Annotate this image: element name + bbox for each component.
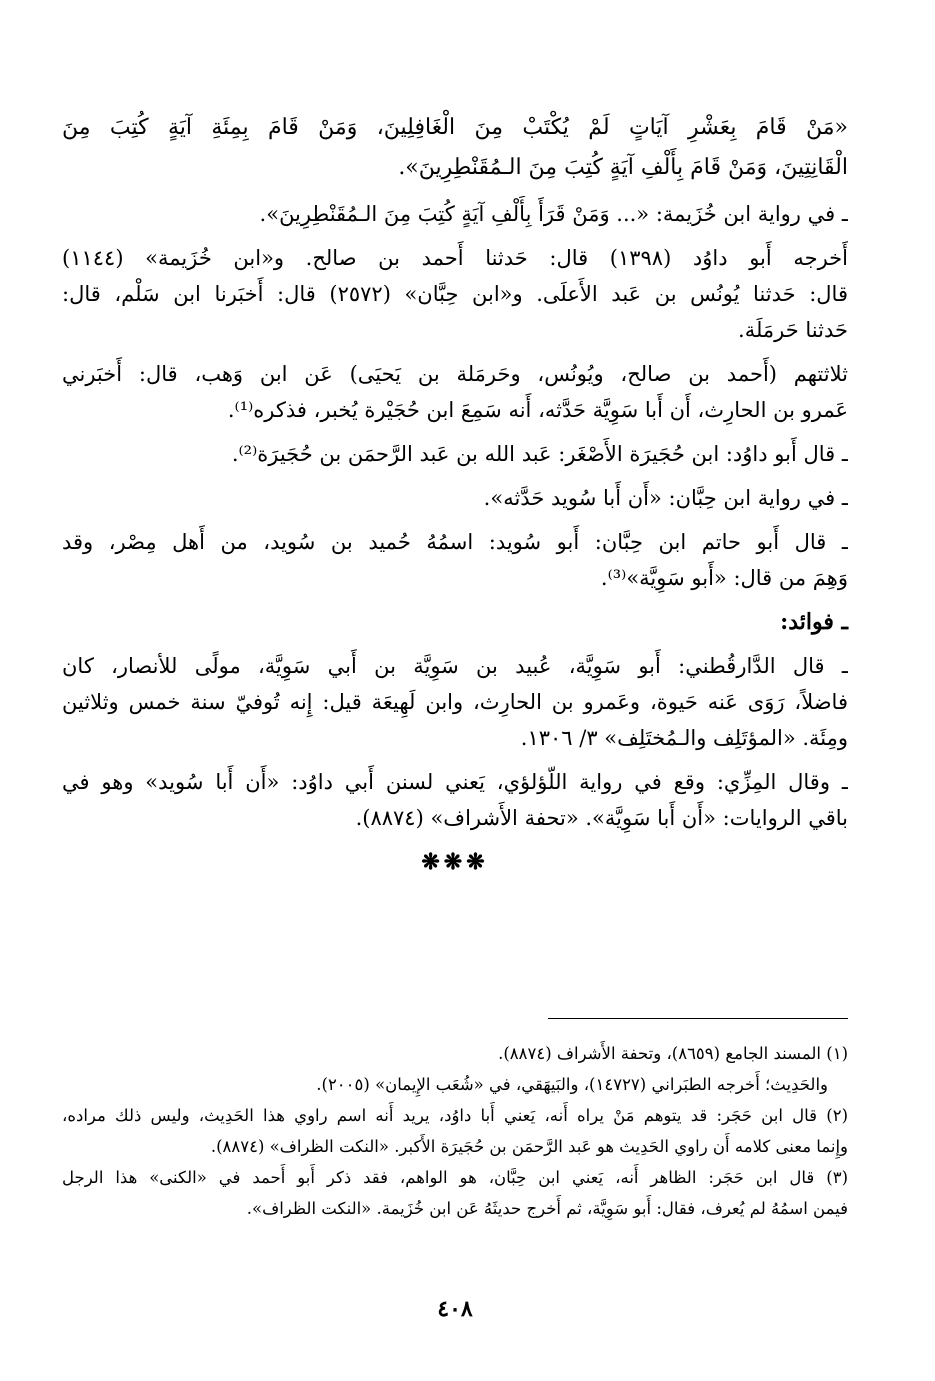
- ibn-hibban-variant-line: ـ في رواية ابن حِبَّان: «أَن أَبا سُويد حَدَّثه».: [483, 486, 848, 510]
- mizzi-paragraph: [62, 764, 848, 836]
- takhrij-paragraph: [62, 240, 848, 348]
- daraqutni-paragraph: [62, 648, 848, 756]
- abu-hatim-line-1: ـ قال أَبو حاتم ابن حِبَّان: أَبو سُويد: اسمُهُ حُميد بن سُويد، من أَهل مِصْر، وقد: [62, 530, 848, 554]
- daraqutni-line-3: ومِئَة. «المؤتَلِف والـمُختَلِف» ٣/ ١٣٠٦.: [520, 726, 848, 750]
- khuzayma-variant: [62, 196, 848, 232]
- footnote-3-line-1: (٣) قال ابن حَجَر: الظاهر أَنه، يَعني ابن حِبَّان، هو الواهم، فقد ذكر أَبو أَحمد في «الكنى» هذا الرجل: [62, 1168, 848, 1187]
- abu-dawud-note: [62, 436, 848, 472]
- quote-line-2: الْقَانِتِينَ، وَمَنْ قَامَ بِأَلْفِ آيَةٍ كُتِبَ مِنَ الـمُقَنْطِرِينَ».: [398, 155, 848, 180]
- footnote-divider: [548, 1018, 848, 1019]
- footnote-1-line-1: (١) المسند الجامع (٨٦٥٩)، وتحفة الأَشراف (٨٨٧٤).: [498, 1044, 848, 1063]
- ibn-hibban-variant: [62, 480, 848, 516]
- abu-hatim-paragraph: [62, 524, 848, 596]
- thalathatuhum-line-2: عَمرو بن الحارِث، أَن أَبا سَوِيَّة حَدَّثه، أَنه سَمِعَ ابن حُجَيْرة يُخبر، فذكره⁽¹⁾.: [227, 398, 848, 422]
- abu-dawud-note-line: ـ قال أَبو داوُد: ابن حُجَيرَة الأَصْغَر: عَبد الله بن عَبد الرَّحمَن بن حُجَيرَة⁽²⁾.: [231, 442, 848, 466]
- takhrij-line-1: أَخرجه أَبو داوُد (١٣٩٨) قال: حَدثنا أَحمد بن صالح. و«ابن خُزَيمة» (١١٤٤): [62, 246, 848, 270]
- takhrij-line-2: قال: حَدثنا يُونُس بن عَبد الأَعلَى. و«ابن حِبَّان» (٢٥٧٢) قال: أَخبَرنا ابن سَلْم، قال:: [62, 282, 848, 306]
- footnote-3-line-2: فيمن اسمُهُ لم يُعرف، فقال: أَبو سَوِيَّة، ثم أَخرج حديثَهُ عَن ابن خُزَيمة. «النكت الظراف».: [246, 1199, 848, 1218]
- quote-line-1: «مَنْ قَامَ بِعَشْرِ آيَاتٍ لَمْ يُكْتَبْ مِنَ الْغَافِلِينَ، وَمَنْ قَامَ بِمِئَةِ آيَةٍ كُتِبَ مِنَ: [62, 115, 848, 140]
- footnote-2-line-1: (٢) قال ابن حَجَر: قد يتوهم مَنْ يراه أَنه، يَعني أَبا داوُد، يريد أَنه اسم راوي هذا الحَدِيث، وليس ذلك مراده،: [62, 1106, 848, 1125]
- daraqutni-line-1: ـ قال الدَّارقُطني: أَبو سَوِيَّة، عُبيد بن سَوِيَّة بن أَبي سَوِيَّة، مولًى للأنصار، كان: [62, 654, 848, 678]
- takhrij-line-3: حَدثنا حَرمَلَة.: [738, 318, 848, 342]
- thalathatuhum-paragraph: [62, 356, 848, 428]
- mizzi-line-1: ـ وقال المِزِّي: وقع في رواية اللّؤلؤي، يَعني لسنن أَبي داوُد: «أَن أَبا سُويد» وهو في: [62, 770, 848, 794]
- khuzayma-variant-line: ـ في رواية ابن خُزَيمة: «... وَمَنْ قَرَأَ بِأَلْفِ آيَةٍ كُتِبَ مِنَ الـمُقَنْطِرِينَ».: [259, 202, 848, 226]
- footnote-2-line-2: وإِنما معنى كلامه أَن راوي الحَدِيث هو عَبد الرَّحمَن بن حُجَيرَة الأَكبر. «النكت الظراف» (٨٨٧٤).: [210, 1137, 848, 1156]
- section-separator: ❋❋❋: [421, 849, 489, 875]
- daraqutni-line-2: فاضلاً، رَوَى عَنه حَيوة، وعَمرو بن الحارِث، وابن لَهِيعَة قيل: إِنه تُوفيّ سنة خمس وثلاثين: [62, 690, 848, 714]
- book-page: [62, 108, 848, 1338]
- mizzi-line-2: باقي الروايات: «أَن أَبا سَوِيَّة». «تحفة الأَشراف» (٨٨٧٤).: [355, 806, 848, 830]
- fawaid-heading: ـ فوائد:: [780, 609, 848, 635]
- hadith-quote: [62, 108, 848, 188]
- footnote-1-line-2: والحَدِيث؛ أَخرجه الطبَراني (١٤٧٢٧)، والبَيهَقي، في «شُعَب الإِيمان» (٢٠٠٥).: [316, 1075, 828, 1094]
- abu-hatim-line-2: وَهِمَ من قال: «أَبو سَوِيَّة»⁽³⁾.: [600, 566, 848, 590]
- page-number: ٤٠٨: [437, 1296, 473, 1322]
- footnotes: [62, 1038, 848, 1224]
- thalathatuhum-line-1: ثلاثتهم (أَحمد بن صالح، ويُونُس، وحَرمَلة بن يَحيَى) عَن ابن وَهب، قال: أَخبَرني: [62, 362, 848, 386]
